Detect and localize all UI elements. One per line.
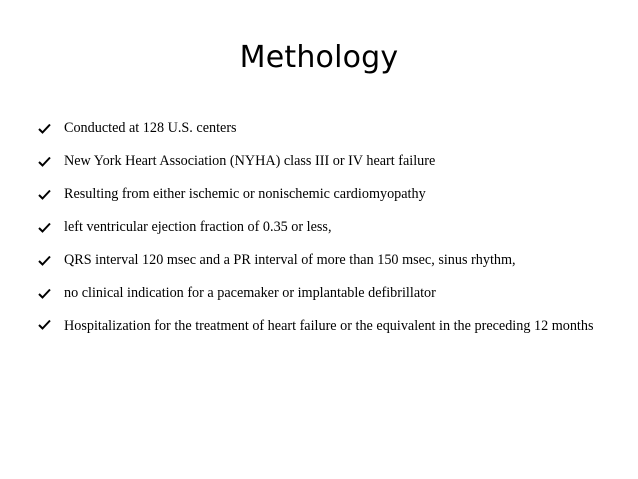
checkmark-icon — [38, 150, 56, 172]
checkmark-icon — [38, 117, 56, 139]
checkmark-icon — [38, 282, 56, 304]
bullet-text: Conducted at 128 U.S. centers — [64, 120, 237, 136]
bullet-item — [38, 313, 608, 340]
bullet-item — [38, 117, 608, 139]
bullet-item — [38, 216, 608, 238]
checkmark-icon — [38, 183, 56, 205]
bullet-item — [38, 183, 608, 205]
checkmark-icon — [38, 249, 56, 271]
bullet-item — [38, 249, 608, 271]
bullet-text: no clinical indication for a pacemaker or implantable defibrillator — [64, 285, 436, 301]
bullet-item — [38, 150, 608, 172]
bullet-list — [38, 117, 608, 351]
bullet-text: left ventricular ejection fraction of 0.35 or less, — [64, 219, 332, 235]
bullet-text: Hospitalization for the treatment of heart failure or the equivalent in the preceding 12 months — [64, 318, 594, 334]
checkmark-icon — [38, 216, 56, 238]
slide-title: Methology — [239, 40, 399, 75]
bullet-text: Resulting from either ischemic or nonischemic cardiomyopathy — [64, 186, 426, 202]
bullet-text: QRS interval 120 msec and a PR interval of more than 150 msec, sinus rhythm, — [64, 252, 516, 268]
bullet-item — [38, 282, 608, 304]
bullet-text: New York Heart Association (NYHA) class III or IV heart failure — [64, 153, 436, 169]
checkmark-icon — [38, 313, 56, 335]
